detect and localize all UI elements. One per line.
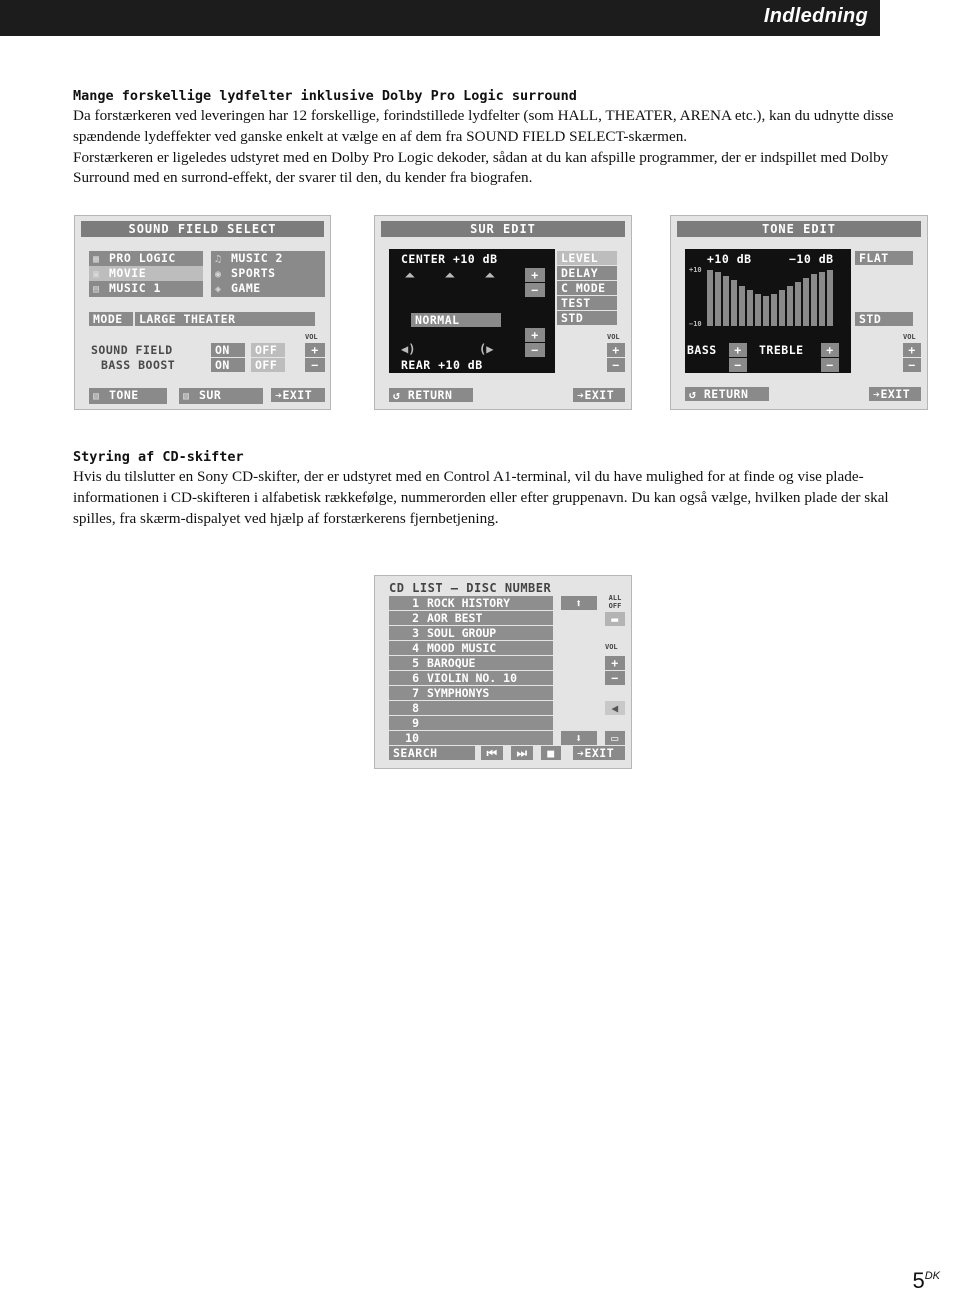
disc-title: VIOLIN NO. 10 [427,671,518,685]
vol-minus-button[interactable]: − [305,358,325,372]
section-sound-fields-text [73,106,933,189]
disc-row[interactable] [389,626,553,640]
page-suffix: DK [924,1270,940,1282]
display-icon: ▭ [611,731,619,745]
return-button[interactable]: ↺ RETURN [389,388,473,402]
disc-number: 8 [412,701,419,715]
eq-bar [755,294,761,326]
paragraph: Forstærkeren er ligeledes udstyret med en Dolby Pro Logic dekoder, sådan at du kan afspille programmer, der er indspillet med Dolby Surround med en surrond-effekt, der svarer til den, du kender fra biografen. [73,148,889,187]
section-cd-changer-text [73,467,933,529]
std-button[interactable]: STD [855,312,913,326]
disc-row[interactable] [389,671,553,685]
disc-row[interactable] [389,701,553,715]
eq-bar [803,278,809,326]
disc-title: ROCK HISTORY [427,596,511,610]
treble-minus-button[interactable]: − [821,358,839,372]
disc-number: 1 [412,596,419,610]
vol-label: VOL [605,643,618,651]
vol-minus-button[interactable]: − [605,671,625,685]
sound-field-select-screen [74,215,331,410]
vol-minus-button[interactable]: − [903,358,921,372]
screen-title: CD LIST – DISC NUMBER [389,581,552,595]
stop-button[interactable] [541,746,561,760]
mode-value[interactable]: LARGE THEATER [135,312,315,326]
scale-top: +10 [689,266,702,274]
mute-button[interactable] [605,701,625,715]
display-button[interactable] [605,731,625,745]
speaker-left-icon: ◀) [401,342,416,356]
center-level: CENTER +10 dB [401,252,498,266]
all-off-label: ALL OFF [608,594,622,610]
movie-icon: ▣ [93,269,100,280]
center-minus-button[interactable]: − [525,283,545,297]
next-icon: ⏭ [516,746,528,760]
disc-number: 6 [412,671,419,685]
film-icon: ▦ [93,254,100,265]
bass-plus-button[interactable]: + [729,343,747,357]
section-heading-sound-fields: Mange forskellige lydfelter inklusive Dolby Pro Logic surround [73,88,577,104]
eq-bar [723,276,729,326]
disc-number: 4 [412,641,419,655]
bass-boost-off-button[interactable]: OFF [251,358,285,372]
scale-bottom: −10 [689,320,702,328]
sound-field-sports[interactable]: ◉ SPORTS [211,266,325,282]
exit-button[interactable]: ➔EXIT [573,746,625,760]
exit-icon: ➔ [873,387,881,401]
disc-number: 10 [405,731,419,745]
vol-plus-button[interactable]: + [903,343,921,357]
disc-row[interactable] [389,731,553,745]
bass-boost-label: BASS BOOST [101,358,176,372]
previous-icon: ⏮ [486,746,498,760]
vol-label: VOL [607,333,620,341]
scroll-up-button[interactable] [561,596,597,610]
scroll-down-button[interactable] [561,731,597,745]
delay-button[interactable]: DELAY [557,266,617,280]
screen-title: TONE EDIT [677,221,921,237]
vol-plus-button[interactable]: + [607,343,625,357]
sound-field-movie[interactable]: ▣ MOVIE [89,266,203,282]
sound-field-music-1[interactable]: ▤ MUSIC 1 [89,281,203,297]
normal-mode[interactable]: NORMAL [411,313,501,327]
page-number: $5^{DK}$ [912,1268,940,1293]
arrow-up-icon: ⬆ [575,596,583,610]
disc-row[interactable] [389,641,553,655]
eq-bar [811,274,817,326]
exit-icon: ➔ [275,388,283,402]
cd-list-screen [374,575,632,769]
speaker-icon: ⏶ [405,268,415,282]
level-button[interactable]: LEVEL [557,251,617,265]
tone-icon: ▧ [93,391,100,402]
std-button[interactable]: STD [557,311,617,325]
chapter-title: Indledning [763,5,868,27]
previous-track-button[interactable] [481,746,503,760]
sound-field-on-button[interactable]: ON [211,343,245,357]
screen-title: SOUND FIELD SELECT [81,221,324,237]
center-plus-button[interactable]: + [525,268,545,282]
sound-field-off-button[interactable]: OFF [251,343,285,357]
eq-bar [819,272,825,326]
speaker-icon: ◀ [611,701,619,715]
screen-title: SUR EDIT [381,221,625,237]
section-heading-cd-changer: Styring af CD-skifter [73,449,244,465]
flat-button[interactable]: FLAT [855,251,913,265]
exit-icon: ➔ [577,746,585,760]
eq-bar [731,280,737,326]
disc-row[interactable] [389,611,553,625]
game-icon: ◈ [215,284,222,295]
vol-label: VOL [305,333,318,341]
disc-title: SOUL GROUP [427,626,497,640]
disc-row[interactable] [389,656,553,670]
eq-bar [827,270,833,326]
treble-plus-button[interactable]: + [821,343,839,357]
piano-icon: ▤ [93,284,100,295]
paragraph: Hvis du tilslutter en Sony CD-skifter, der er udstyret med en Control A1-terminal, vil du have mulighed for at finde og vise plade-informationen i CD-skifteren i alfabetisk rækkefølge, nummerorden eller efter gruppenavn. Du kan også vælge, hvilken plade der skal spilles, fra skærm-dispalyet ved hjælp af forstærkerens fjernbetjening. [73,468,889,527]
exit-icon: ➔ [577,388,585,402]
disc-title: SYMPHONYS [427,686,490,700]
sur-icon: ▧ [183,391,190,402]
eq-bar [739,286,745,326]
disc-number: 2 [412,611,419,625]
return-icon: ↺ [689,387,704,401]
rear-plus-button[interactable]: + [525,328,545,342]
treble-db: −10 dB [789,252,834,266]
sound-field-pro-logic[interactable]: ▦ PRO LOGIC [89,251,203,267]
speaker-right-icon: (▶ [479,342,494,356]
disc-row[interactable] [389,716,553,730]
note-icon: ♫ [215,254,222,265]
rear-minus-button[interactable]: − [525,343,545,357]
test-button[interactable]: TEST [557,296,617,310]
exit-button[interactable]: ➔EXIT [271,388,325,402]
disc-row[interactable] [389,596,553,610]
exit-button[interactable]: ➔EXIT [573,388,625,402]
mode-label: MODE [89,312,133,326]
speaker-icon: ⏶ [445,268,455,282]
stop-icon: ■ [547,746,555,760]
eq-bar [707,270,713,326]
disc-title: BAROQUE [427,656,476,670]
all-off-button[interactable]: ▬ [605,612,625,626]
sur-button[interactable]: ▧ SUR [179,388,263,404]
sound-field-music-2[interactable]: ♫ MUSIC 2 [211,251,325,267]
eq-bar [747,290,753,326]
next-track-button[interactable] [511,746,533,760]
tone-edit-screen [670,215,928,410]
eq-bar [787,286,793,326]
exit-button[interactable]: ➔EXIT [869,387,921,401]
treble-label: TREBLE [759,343,804,357]
bass-db: +10 dB [707,252,752,266]
bass-label: BASS [687,343,717,357]
eq-bar [763,296,769,326]
arrow-down-icon: ⬇ [575,731,583,745]
disc-number: 5 [412,656,419,670]
vol-plus-button[interactable]: + [605,656,625,670]
disc-title: MOOD MUSIC [427,641,497,655]
c-mode-button[interactable]: C MODE [557,281,617,295]
vol-plus-button[interactable]: + [305,343,325,357]
disc-title: AOR BEST [427,611,483,625]
disc-number: 7 [412,686,419,700]
sound-field-label: SOUND FIELD [91,343,173,357]
vol-label: VOL [903,333,916,341]
return-icon: ↺ [393,388,408,402]
return-button[interactable]: ↺ RETURN [685,387,769,401]
paragraph: Da forstærkeren ved leveringen har 12 forskellige, forindstillede lydfelter (som HALL, THEATER, ARENA etc.), kan du udnytte disse spændende lydeffekter ved ganske enkelt at vælge en af dem fra SOUND FIELD SELECT-skærmen. [73,107,894,145]
bass-boost-on-button[interactable]: ON [211,358,245,372]
search-button[interactable]: SEARCH [389,746,475,760]
eq-bar [771,294,777,326]
sound-field-game[interactable]: ◈ GAME [211,281,325,297]
rear-level: REAR +10 dB [401,358,483,372]
vol-minus-button[interactable]: − [607,358,625,372]
bass-minus-button[interactable]: − [729,358,747,372]
ball-icon: ◉ [215,269,222,280]
disc-number: 9 [412,716,419,730]
speaker-icon: ⏶ [485,268,495,282]
tone-button[interactable]: ▧ TONE [89,388,167,404]
eq-bar [779,290,785,326]
disc-row[interactable] [389,686,553,700]
header-bar [0,0,880,36]
disc-number: 3 [412,626,419,640]
eq-bar [715,272,721,326]
sur-edit-screen [374,215,632,410]
eq-bar [795,282,801,326]
